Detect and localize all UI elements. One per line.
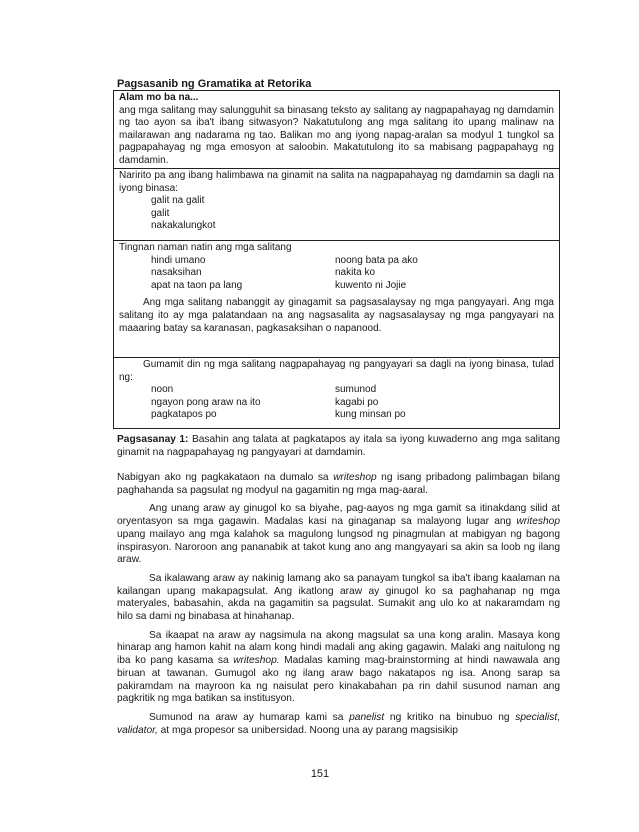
- gumamit-section: [114, 358, 559, 430]
- example-row: [119, 255, 554, 268]
- text-span: ,: [557, 711, 560, 723]
- example-row: [119, 267, 554, 280]
- tingnan-text: Tingnan naman natin ang mga salitang: [119, 242, 292, 253]
- example-row: [119, 384, 554, 397]
- emphasis: writeshop: [333, 472, 377, 483]
- example-left: hindi umano: [151, 254, 206, 266]
- example-row: [119, 280, 554, 293]
- info-box: [113, 90, 560, 429]
- story-paragraph-3: Sa ikalawang araw ay nakinig lamang ako sa panayam tungkol sa iba't ibang kaalaman na kailangan upang makapagsulat. Ang ikatlong araw ay ginugol ko sa paghahanap ng mga materyales, babasahin, akda na gagamitin sa pagsulat. Sumakit ang ulo ko at nakaramdam ng hilo sa dami ng binabasa at hinahanap.: [117, 572, 560, 623]
- alam-text: ang mga salitang may salungguhit sa binasang teksto ay salitang ay nagpapahayag ng damdamin ng tao ayon sa iba't ibang sitwasyon? Nakatutulong ang mga salitang ito upang malinaw na mailarawan ang nadarama ng tao. Balikan mo ang iyong napag-aralan sa modyul 1 tungkol sa pagpapahayag ng mga emosyon at saloobin. Makatutulong ito sa mabisang pagpapahayg ng damdamin.: [119, 104, 554, 166]
- narito-text: Naririto pa ang ibang halimbawa na ginamit na salita na nagpapahayag ng damdamin sa dagli na iyong binasa:: [119, 170, 554, 194]
- example-left: pagkatapos po: [151, 409, 217, 421]
- example-right: kuwento ni Jojie: [335, 279, 407, 291]
- text-span: Madalas kaming mag-brainstorming at hindi nawawala ang biruan at tawanan. Gumugol ako ng ilang araw bago nakatapos ng isa. Anong sarap sa pakiramdam na mayroon ka ng naisulat pero kinakabahan pa rin dahil susunod naman ang pagkritik ng mga batikan sa institusyon.: [117, 655, 560, 705]
- text-span: Sumunod na araw ay humarap kami sa: [149, 711, 350, 723]
- emphasis: panelist: [349, 711, 385, 723]
- example-row: [119, 397, 554, 410]
- nabanggit-text: Ang mga salitang nabanggit ay ginagamit sa pagsasalaysay ng mga pangyayari. Ang mga salitang ito ay mga palatandaan na ang nagsasalita ay nagsasalaysay ng mga pangyayari na maaaring batay sa karanasan, pagkasaksihan o napanood.: [119, 297, 554, 334]
- story-paragraph-4: [117, 630, 560, 706]
- example-item: galit na galit: [151, 195, 205, 207]
- alam-section: [114, 91, 559, 169]
- example-right: nakita ko: [335, 267, 376, 279]
- text-span: at mga propesor sa unibersidad. Noong una ay parang magsisikip: [157, 724, 458, 736]
- text-span: ng isang pribadong palimbagan bilang paghahanda sa pagsulat ng modyul na gagamitin ng mga mag-aaral.: [117, 472, 560, 496]
- text-span: Nabigyan ako ng pagkakataon na dumalo sa: [117, 472, 334, 483]
- emphasis: validator,: [117, 724, 158, 736]
- story-paragraph-1: [117, 472, 560, 497]
- exercise-label: Pagsasanay 1:: [117, 434, 189, 445]
- exercise-instruction: [117, 434, 560, 459]
- narito-section: [114, 169, 559, 241]
- story-paragraph-5: [117, 712, 560, 737]
- text-span: Sa ikaapat na araw ay nagsimula na akong magsulat sa una kong aralin. Masaya kong hinarap ang hamon kahit na alam kong hindi madali ang aking gagawin. Malaki ang naitulong ng iba ko pang kasama sa: [117, 629, 560, 667]
- text-span: ng kritiko na binubuo ng: [384, 711, 516, 723]
- section-title: Pagsasanib ng Gramatika at Retorika: [117, 78, 312, 90]
- story-body: [117, 472, 560, 737]
- emphasis: writeshop: [516, 516, 560, 528]
- emphasis: specialist: [515, 711, 558, 723]
- story-paragraph-2: [117, 503, 560, 567]
- example-right: kagabi po: [335, 396, 379, 408]
- alam-title: Alam mo ba na...: [119, 92, 199, 103]
- tingnan-section: [114, 241, 559, 358]
- example-left: ngayon pong araw na ito: [151, 396, 261, 408]
- example-item: nakakalungkot: [151, 220, 216, 232]
- exercise-text: Basahin ang talata at pagkatapos ay itala sa iyong kuwaderno ang mga salitang ginamit na nagpapahayag ng pangyayari at damdamin.: [117, 434, 560, 458]
- page-number: 151: [310, 768, 330, 780]
- text-span: upang mailayo ang mga kalahok sa magulong lungsod ng pinagmulan at mabigyan ng bagong inspirasyon. Naroroon ang pananabik at takot kung ano ang mangyayari sa akin sa loob ng ilang araw.: [117, 528, 560, 566]
- example-item: galit: [151, 207, 170, 219]
- example-right: kung minsan po: [335, 409, 406, 421]
- text-span: Ang unang araw ay ginugol ko sa biyahe, pag-aayos ng mga gamit sa itinakdang silid at oryentasyon sa mga gagawin. Madalas kasi na ginaganap sa malayong lugar ang: [117, 503, 560, 528]
- emphasis: writeshop.: [233, 655, 280, 667]
- example-row: [119, 409, 554, 422]
- example-right: noong bata pa ako: [335, 254, 418, 266]
- example-right: sumunod: [335, 384, 377, 396]
- gumamit-text: Gumamit din ng mga salitang nagpapahayag ng pangyayari sa dagli na iyong binasa, tulad ng:: [119, 359, 554, 383]
- example-left: noon: [151, 384, 174, 396]
- example-left: nasaksihan: [151, 267, 202, 279]
- example-left: apat na taon pa lang: [151, 279, 243, 291]
